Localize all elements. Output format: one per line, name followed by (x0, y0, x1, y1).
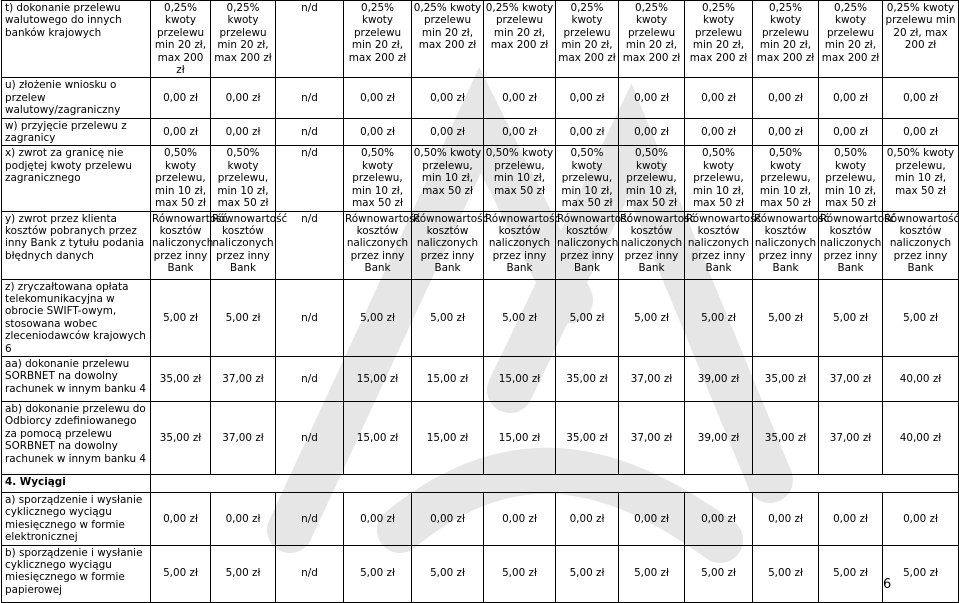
fee-cell: 0,50% kwoty przelewu, min 10 zł, max 50 zł (412, 146, 484, 211)
fee-cell: n/d (276, 279, 344, 356)
fee-cell: 0,00 zł (619, 118, 685, 146)
fee-cell: 0,00 zł (484, 492, 556, 545)
fee-cell: 0,00 zł (619, 492, 685, 545)
fee-cell: Równowartość kosztów naliczonych przez inny Bank (556, 211, 619, 279)
fee-cell: 15,00 zł (412, 401, 484, 474)
fee-cell: 0,00 zł (151, 78, 211, 118)
fee-cell: 15,00 zł (484, 401, 556, 474)
fee-cell: 0,50% kwoty przelewu, min 10 zł, max 50 zł (685, 146, 753, 211)
fee-cell: 5,00 zł (819, 279, 883, 356)
fee-cell: 0,25% kwoty przelewu min 20 zł, max 200 zł (685, 1, 753, 78)
fee-cell: 15,00 zł (344, 401, 412, 474)
fee-cell: n/d (276, 78, 344, 118)
fee-table (1, 0, 959, 603)
fee-cell: 5,00 zł (484, 545, 556, 602)
fee-cell: 0,00 zł (151, 118, 211, 146)
fee-cell: 0,00 zł (344, 118, 412, 146)
fee-cell: 0,00 zł (819, 118, 883, 146)
fee-cell: 35,00 zł (556, 356, 619, 401)
table-row (2, 545, 959, 602)
fee-cell: 5,00 zł (484, 279, 556, 356)
fee-cell: 0,00 zł (412, 492, 484, 545)
fee-cell: 37,00 zł (819, 401, 883, 474)
fee-cell: 0,25% kwoty przelewu min 20 zł, max 200 zł (344, 1, 412, 78)
fee-cell: 0,50% kwoty przelewu, min 10 zł, max 50 zł (883, 146, 959, 211)
fee-cell: 0,25% kwoty przelewu min 20 zł, max 200 zł (819, 1, 883, 78)
fee-cell: n/d (276, 356, 344, 401)
fee-cell: Równowartość kosztów naliczonych przez inny Bank (819, 211, 883, 279)
fee-cell: 40,00 zł (883, 401, 959, 474)
fee-cell: n/d (276, 1, 344, 78)
fee-cell: 0,00 zł (883, 78, 959, 118)
fee-cell: 0,00 zł (556, 78, 619, 118)
fee-cell: 0,25% kwoty przelewu min 20 zł, max 200 zł (211, 1, 276, 78)
table-row (2, 401, 959, 474)
fee-cell: 37,00 zł (211, 356, 276, 401)
fee-cell: Równowartość kosztów naliczonych przez inny Bank (344, 211, 412, 279)
table-row (2, 356, 959, 401)
row-label: t) dokonanie przelewu walutowego do innych banków krajowych (2, 1, 151, 78)
fee-cell: 37,00 zł (619, 401, 685, 474)
fee-cell: 35,00 zł (556, 401, 619, 474)
fee-cell: n/d (276, 146, 344, 211)
fee-cell: 5,00 zł (211, 279, 276, 356)
fee-cell: 0,25% kwoty przelewu min 20 zł, max 200 zł (412, 1, 484, 78)
fee-cell: 5,00 zł (344, 279, 412, 356)
fee-cell: 37,00 zł (619, 356, 685, 401)
fee-cell: Równowartość kosztów naliczonych przez inny Bank (412, 211, 484, 279)
fee-cell: 0,00 zł (484, 118, 556, 146)
page-number: 6 (883, 577, 892, 592)
fee-cell: 0,50% kwoty przelewu, min 10 zł, max 50 zł (151, 146, 211, 211)
fee-cell: 15,00 zł (412, 356, 484, 401)
fee-cell: 35,00 zł (151, 401, 211, 474)
row-label: ab) dokonanie przelewu do Odbiorcy zdefiniowanego za pomocą przelewu SORBNET na dowolny rachunek w innym banku 4 (2, 401, 151, 474)
fee-cell: 39,00 zł (685, 401, 753, 474)
table-row (2, 474, 959, 492)
fee-cell: 5,00 zł (151, 279, 211, 356)
table-row (2, 118, 959, 146)
fee-cell: 0,00 zł (753, 492, 819, 545)
fee-cell: 0,00 zł (344, 78, 412, 118)
fee-cell: 0,00 zł (556, 118, 619, 146)
row-label: x) zwrot za granicę nie podjętej kwoty przelewu zagranicznego (2, 146, 151, 211)
fee-cell: 0,00 zł (151, 492, 211, 545)
fee-cell: 0,50% kwoty przelewu, min 10 zł, max 50 zł (344, 146, 412, 211)
empty-cell (151, 474, 959, 492)
fee-cell: 5,00 zł (556, 279, 619, 356)
fee-cell: 0,00 zł (685, 492, 753, 545)
fee-cell: 0,25% kwoty przelewu min 20 zł, max 200 zł (151, 1, 211, 78)
fee-cell: 0,00 zł (883, 492, 959, 545)
fee-cell: Równowartość kosztów naliczonych przez inny Bank (619, 211, 685, 279)
fee-cell: 0,25% kwoty przelewu min 20 zł, max 200 zł (619, 1, 685, 78)
fee-cell: 5,00 zł (151, 545, 211, 602)
table-row (2, 1, 959, 78)
fee-cell: 5,00 zł (685, 545, 753, 602)
fee-cell: 0,00 zł (685, 118, 753, 146)
fee-cell: 5,00 zł (412, 279, 484, 356)
fee-cell: 5,00 zł (685, 279, 753, 356)
table-row (2, 146, 959, 211)
fee-cell: n/d (276, 401, 344, 474)
fee-cell: Równowartość kosztów naliczonych przez inny Bank (685, 211, 753, 279)
fee-cell: 15,00 zł (344, 356, 412, 401)
fee-cell: 35,00 zł (151, 356, 211, 401)
fee-cell: 0,00 zł (412, 78, 484, 118)
fee-cell: 40,00 zł (883, 356, 959, 401)
fee-cell: 0,25% kwoty przelewu min 20 zł, max 200 zł (753, 1, 819, 78)
fee-cell: n/d (276, 545, 344, 602)
fee-cell: 0,00 zł (619, 78, 685, 118)
fee-cell: 0,50% kwoty przelewu, min 10 zł, max 50 zł (753, 146, 819, 211)
fee-cell: 5,00 zł (619, 279, 685, 356)
fee-cell: Równowartość kosztów naliczonych przez inny Bank (484, 211, 556, 279)
fee-cell: Równowartość kosztów naliczonych przez inny Bank (753, 211, 819, 279)
fee-cell: 0,25% kwoty przelewu min 20 zł, max 200 zł (556, 1, 619, 78)
fee-cell: 0,00 zł (211, 492, 276, 545)
fee-cell: 0,50% kwoty przelewu, min 10 zł, max 50 zł (556, 146, 619, 211)
fee-cell: 5,00 zł (753, 545, 819, 602)
fee-cell: 0,00 zł (685, 78, 753, 118)
fee-cell: 0,00 zł (344, 492, 412, 545)
fee-cell: 5,00 zł (883, 279, 959, 356)
fee-cell: 0,00 zł (412, 118, 484, 146)
fee-cell: n/d (276, 118, 344, 146)
table-row (2, 279, 959, 356)
row-label: a) sporządzenie i wysłanie cyklicznego wyciągu miesięcznego w formie elektronicznej (2, 492, 151, 545)
row-label: b) sporządzenie i wysłanie cyklicznego wyciągu miesięcznego w formie papierowej (2, 545, 151, 602)
fee-cell: 5,00 zł (753, 279, 819, 356)
row-label: aa) dokonanie przelewu SORBNET na dowolny rachunek w innym banku 4 (2, 356, 151, 401)
fee-cell: 5,00 zł (556, 545, 619, 602)
table-row (2, 211, 959, 279)
fee-cell: 5,00 zł (819, 545, 883, 602)
fee-cell: n/d (276, 492, 344, 545)
fee-cell: 0,50% kwoty przelewu, min 10 zł, max 50 zł (211, 146, 276, 211)
fee-cell: 0,00 zł (883, 118, 959, 146)
table-row (2, 492, 959, 545)
fee-cell: 39,00 zł (685, 356, 753, 401)
fee-cell: 0,25% kwoty przelewu min 20 zł, max 200 zł (883, 1, 959, 78)
fee-cell: 5,00 zł (619, 545, 685, 602)
fee-cell: 0,50% kwoty przelewu, min 10 zł, max 50 zł (484, 146, 556, 211)
fee-cell: 0,00 zł (484, 78, 556, 118)
section-heading: 4. Wyciągi (2, 474, 151, 492)
fee-cell: 37,00 zł (819, 356, 883, 401)
fee-cell: n/d (276, 211, 344, 279)
fee-cell: 0,00 zł (211, 78, 276, 118)
table-row (2, 78, 959, 118)
fee-cell: 5,00 zł (883, 545, 959, 602)
row-label: w) przyjęcie przelewu z zagranicy (2, 118, 151, 146)
fee-cell: 15,00 zł (484, 356, 556, 401)
fee-cell: 0,25% kwoty przelewu min 20 zł, max 200 zł (484, 1, 556, 78)
fee-cell: Równowartość kosztów naliczonych przez inny Bank (211, 211, 276, 279)
row-label: y) zwrot przez klienta kosztów pobranych przez inny Bank z tytułu podania błędnych danych (2, 211, 151, 279)
fee-cell: 5,00 zł (211, 545, 276, 602)
fee-cell: Równowartość kosztów naliczonych przez inny Bank (883, 211, 959, 279)
row-label: u) złożenie wniosku o przelew walutowy/zagraniczny (2, 78, 151, 118)
fee-cell: 0,00 zł (753, 78, 819, 118)
fee-cell: 0,00 zł (819, 492, 883, 545)
fee-cell: 0,00 zł (819, 78, 883, 118)
fee-cell: 0,50% kwoty przelewu, min 10 zł, max 50 zł (819, 146, 883, 211)
fee-cell: 35,00 zł (753, 401, 819, 474)
fee-cell: Równowartość kosztów naliczonych przez inny Bank (151, 211, 211, 279)
fee-cell: 37,00 zł (211, 401, 276, 474)
fee-cell: 35,00 zł (753, 356, 819, 401)
fee-cell: 0,00 zł (211, 118, 276, 146)
row-label: z) zryczałtowana opłata telekomunikacyjna w obrocie SWIFT-owym, stosowana wobec zleceniodawców krajowych 6 (2, 279, 151, 356)
fee-cell: 0,00 zł (556, 492, 619, 545)
fee-cell: 0,50% kwoty przelewu, min 10 zł, max 50 zł (619, 146, 685, 211)
fee-cell: 0,00 zł (753, 118, 819, 146)
fee-cell: 5,00 zł (344, 545, 412, 602)
fee-cell: 5,00 zł (412, 545, 484, 602)
